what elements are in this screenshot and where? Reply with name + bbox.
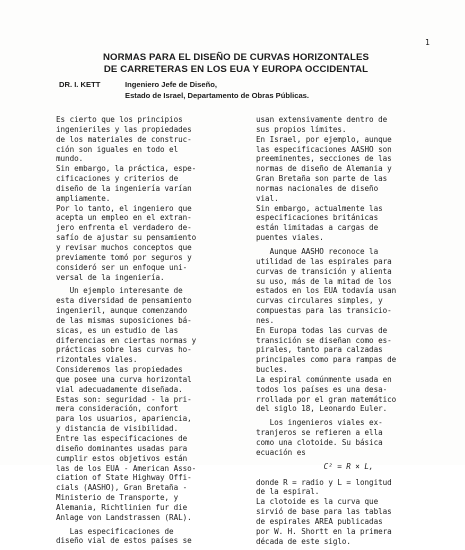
text-line: normas nacionales de diseño: [256, 183, 379, 193]
text-line: Ministerio de Transporte, y: [56, 493, 179, 503]
paragraph: [256, 418, 441, 457]
right-column: [256, 115, 441, 550]
text-line: ciation of State Highway Offi-: [56, 473, 192, 483]
text-line: consideró ser un enfoque uni-: [56, 262, 188, 272]
text-line: curvas circulares simples, y: [256, 296, 383, 306]
text-line: jero enfrenta el verdadero de-: [56, 223, 192, 233]
text-line: transición se diseñan como es-: [256, 335, 392, 345]
text-line: normas de diseño de Alemania y: [256, 164, 392, 174]
text-line: prácticas sobre las curvas ho-: [56, 345, 192, 355]
formula: C² = R × L,: [323, 461, 374, 471]
text-line: las de los EUA - American Asso-: [56, 463, 197, 473]
text-line: principales como para rampas de: [256, 355, 397, 365]
text-line: rizontales viales.: [56, 355, 138, 365]
text-line: Los ingenieros viales ex-: [256, 418, 383, 428]
text-line: de los materiales de construc-: [56, 134, 192, 144]
text-line: Alemania, Richtlinien fur die: [56, 502, 188, 512]
author-affiliation-row: [59, 90, 439, 101]
text-line: diseño dominantes usadas para: [56, 443, 188, 453]
text-line: ecuación es: [256, 447, 306, 457]
text-line: vial.: [256, 193, 279, 203]
text-line: las especificaciones AASHO son: [256, 144, 392, 154]
paragraph: [256, 115, 441, 243]
text-line: Es cierto que los principios: [56, 115, 183, 124]
text-line: del siglo 18, Leonardo Euler.: [256, 404, 388, 414]
text-line: sus propios límites.: [256, 124, 347, 134]
text-line: Entre las especificaciones de: [56, 434, 188, 443]
page-number: 1: [425, 38, 430, 47]
text-line: utilidad de las espirales para: [256, 256, 392, 266]
text-line: Aunque AASHO reconoce la: [256, 246, 379, 256]
text-line: de las mismas suposiciones bá-: [56, 315, 192, 325]
text-line: ampliamente.: [56, 193, 111, 203]
text-line: como una clotoide. Su básica: [256, 438, 383, 447]
left-column: [56, 115, 241, 550]
text-line: diseño vial de estos países se: [56, 536, 192, 546]
text-line: por W. H. Shortt en la primera: [256, 526, 392, 536]
text-line: diseño de la ingeniería varían: [56, 183, 192, 193]
text-line: safío de ajustar su pensamiento: [56, 233, 197, 243]
title-line-1: NORMAS PARA EL DISEÑO DE CURVAS HORIZONTALES: [103, 52, 369, 63]
text-line: y distancia de visibilidad.: [56, 424, 179, 434]
text-line: Las especificaciones de: [56, 526, 174, 536]
text-line: para los usuarios, apariencia,: [56, 414, 192, 424]
text-line: Anlage von Landstrassen (RAL).: [56, 512, 192, 522]
text-line: sicas, es un estudio de las: [56, 325, 179, 335]
text-line: cificaciones y criterios de: [56, 174, 179, 184]
text-line: preeminentes, secciones de las: [256, 154, 392, 164]
text-line: En Israel, por ejemplo, aunque: [256, 134, 392, 144]
text-line: rrollada por el gran matemático: [256, 394, 397, 404]
text-line: Sin embargo, la práctica, espe-: [56, 164, 197, 174]
author-role: Ingeniero Jefe de Diseño,: [125, 80, 217, 89]
text-line: Por lo tanto, el ingeniero que: [56, 203, 192, 213]
text-line: Sin embargo, actualmente las: [256, 203, 383, 213]
text-line: ingenieril, aunque comenzando: [56, 306, 188, 316]
text-line: tranjeros se refieren a ella: [256, 428, 383, 438]
text-line: esta diversidad de pensamiento: [56, 296, 192, 306]
text-line: mundo.: [56, 154, 84, 164]
text-line: Un ejemplo interesante de: [56, 286, 183, 296]
paragraph: [256, 247, 441, 414]
text-line: compuestas para las transicio-: [256, 306, 392, 316]
text-line: bucles.: [256, 365, 288, 375]
text-line: pirales, tanto para calzadas: [256, 345, 383, 355]
text-line: ción son iguales en todo el: [56, 144, 179, 154]
text-line: su uso, más de la mitad de los: [256, 276, 392, 286]
text-line: década de este siglo.: [256, 536, 351, 546]
text-line: donde R = radio y L = longitud: [256, 477, 392, 487]
title-line-2: DE CARRETERAS EN LOS EUA Y EUROPA OCCIDENTAL: [103, 63, 369, 75]
text-line: especificaciones británicas: [256, 213, 379, 223]
author-affiliation: Estado de Israel, Departamento de Obras Públicas.: [125, 91, 310, 100]
author-row: [59, 79, 439, 90]
text-line: nes.: [256, 315, 275, 325]
text-line: de espirales AREA publicadas: [256, 516, 383, 526]
text-line: y revisar muchos conceptos que: [56, 242, 192, 252]
paragraph: [56, 527, 241, 547]
text-line: ingenieriles y las propiedades: [56, 124, 192, 134]
text-line: previamente tomó por seguros y: [56, 252, 192, 262]
text-line: La clotoide es la curva que: [256, 497, 379, 507]
text-line: acepta un empleo en el extran-: [56, 213, 192, 223]
text-line: versal de la ingeniería.: [56, 272, 165, 282]
text-line: cumplir estos objetivos están: [56, 453, 188, 463]
author-block: [59, 79, 439, 101]
text-line: sirvió de base para las tablas: [256, 507, 392, 517]
text-line: estados en los EUA todavía usan: [256, 286, 397, 296]
text-line: Gran Bretaña son parte de las: [256, 174, 388, 184]
author-name: DR. I. KETT: [59, 80, 101, 89]
text-line: todos los países es una desa-: [256, 384, 388, 394]
text-line: que posee una curva horizontal: [56, 374, 192, 384]
text-line: de la espiral.: [256, 487, 320, 497]
document-title: [40, 52, 432, 75]
text-line: diferencias en ciertas normas y: [56, 335, 197, 345]
text-line: vial adecuadamente diseñada.: [56, 384, 183, 394]
text-line: La espiral comúnmente usada en: [256, 374, 392, 384]
text-line: En Europa todas las curvas de: [256, 325, 388, 335]
text-line: curvas de transición y alienta: [256, 266, 392, 276]
paragraph: [56, 286, 241, 522]
text-line: puentes viales.: [256, 233, 324, 243]
paragraph: [56, 115, 241, 282]
paragraph: [256, 478, 441, 547]
text-line: mera consideración, confort: [56, 404, 179, 414]
text-line: Consideremos las propiedades: [56, 365, 183, 375]
text-line: Estas son: seguridad - la pri-: [56, 394, 192, 404]
text-line: usan extensivamente dentro de: [256, 115, 388, 124]
text-line: cials (AASHO), Gran Bretaña -: [56, 483, 188, 493]
text-line: están limitadas a cargas de: [256, 223, 379, 233]
